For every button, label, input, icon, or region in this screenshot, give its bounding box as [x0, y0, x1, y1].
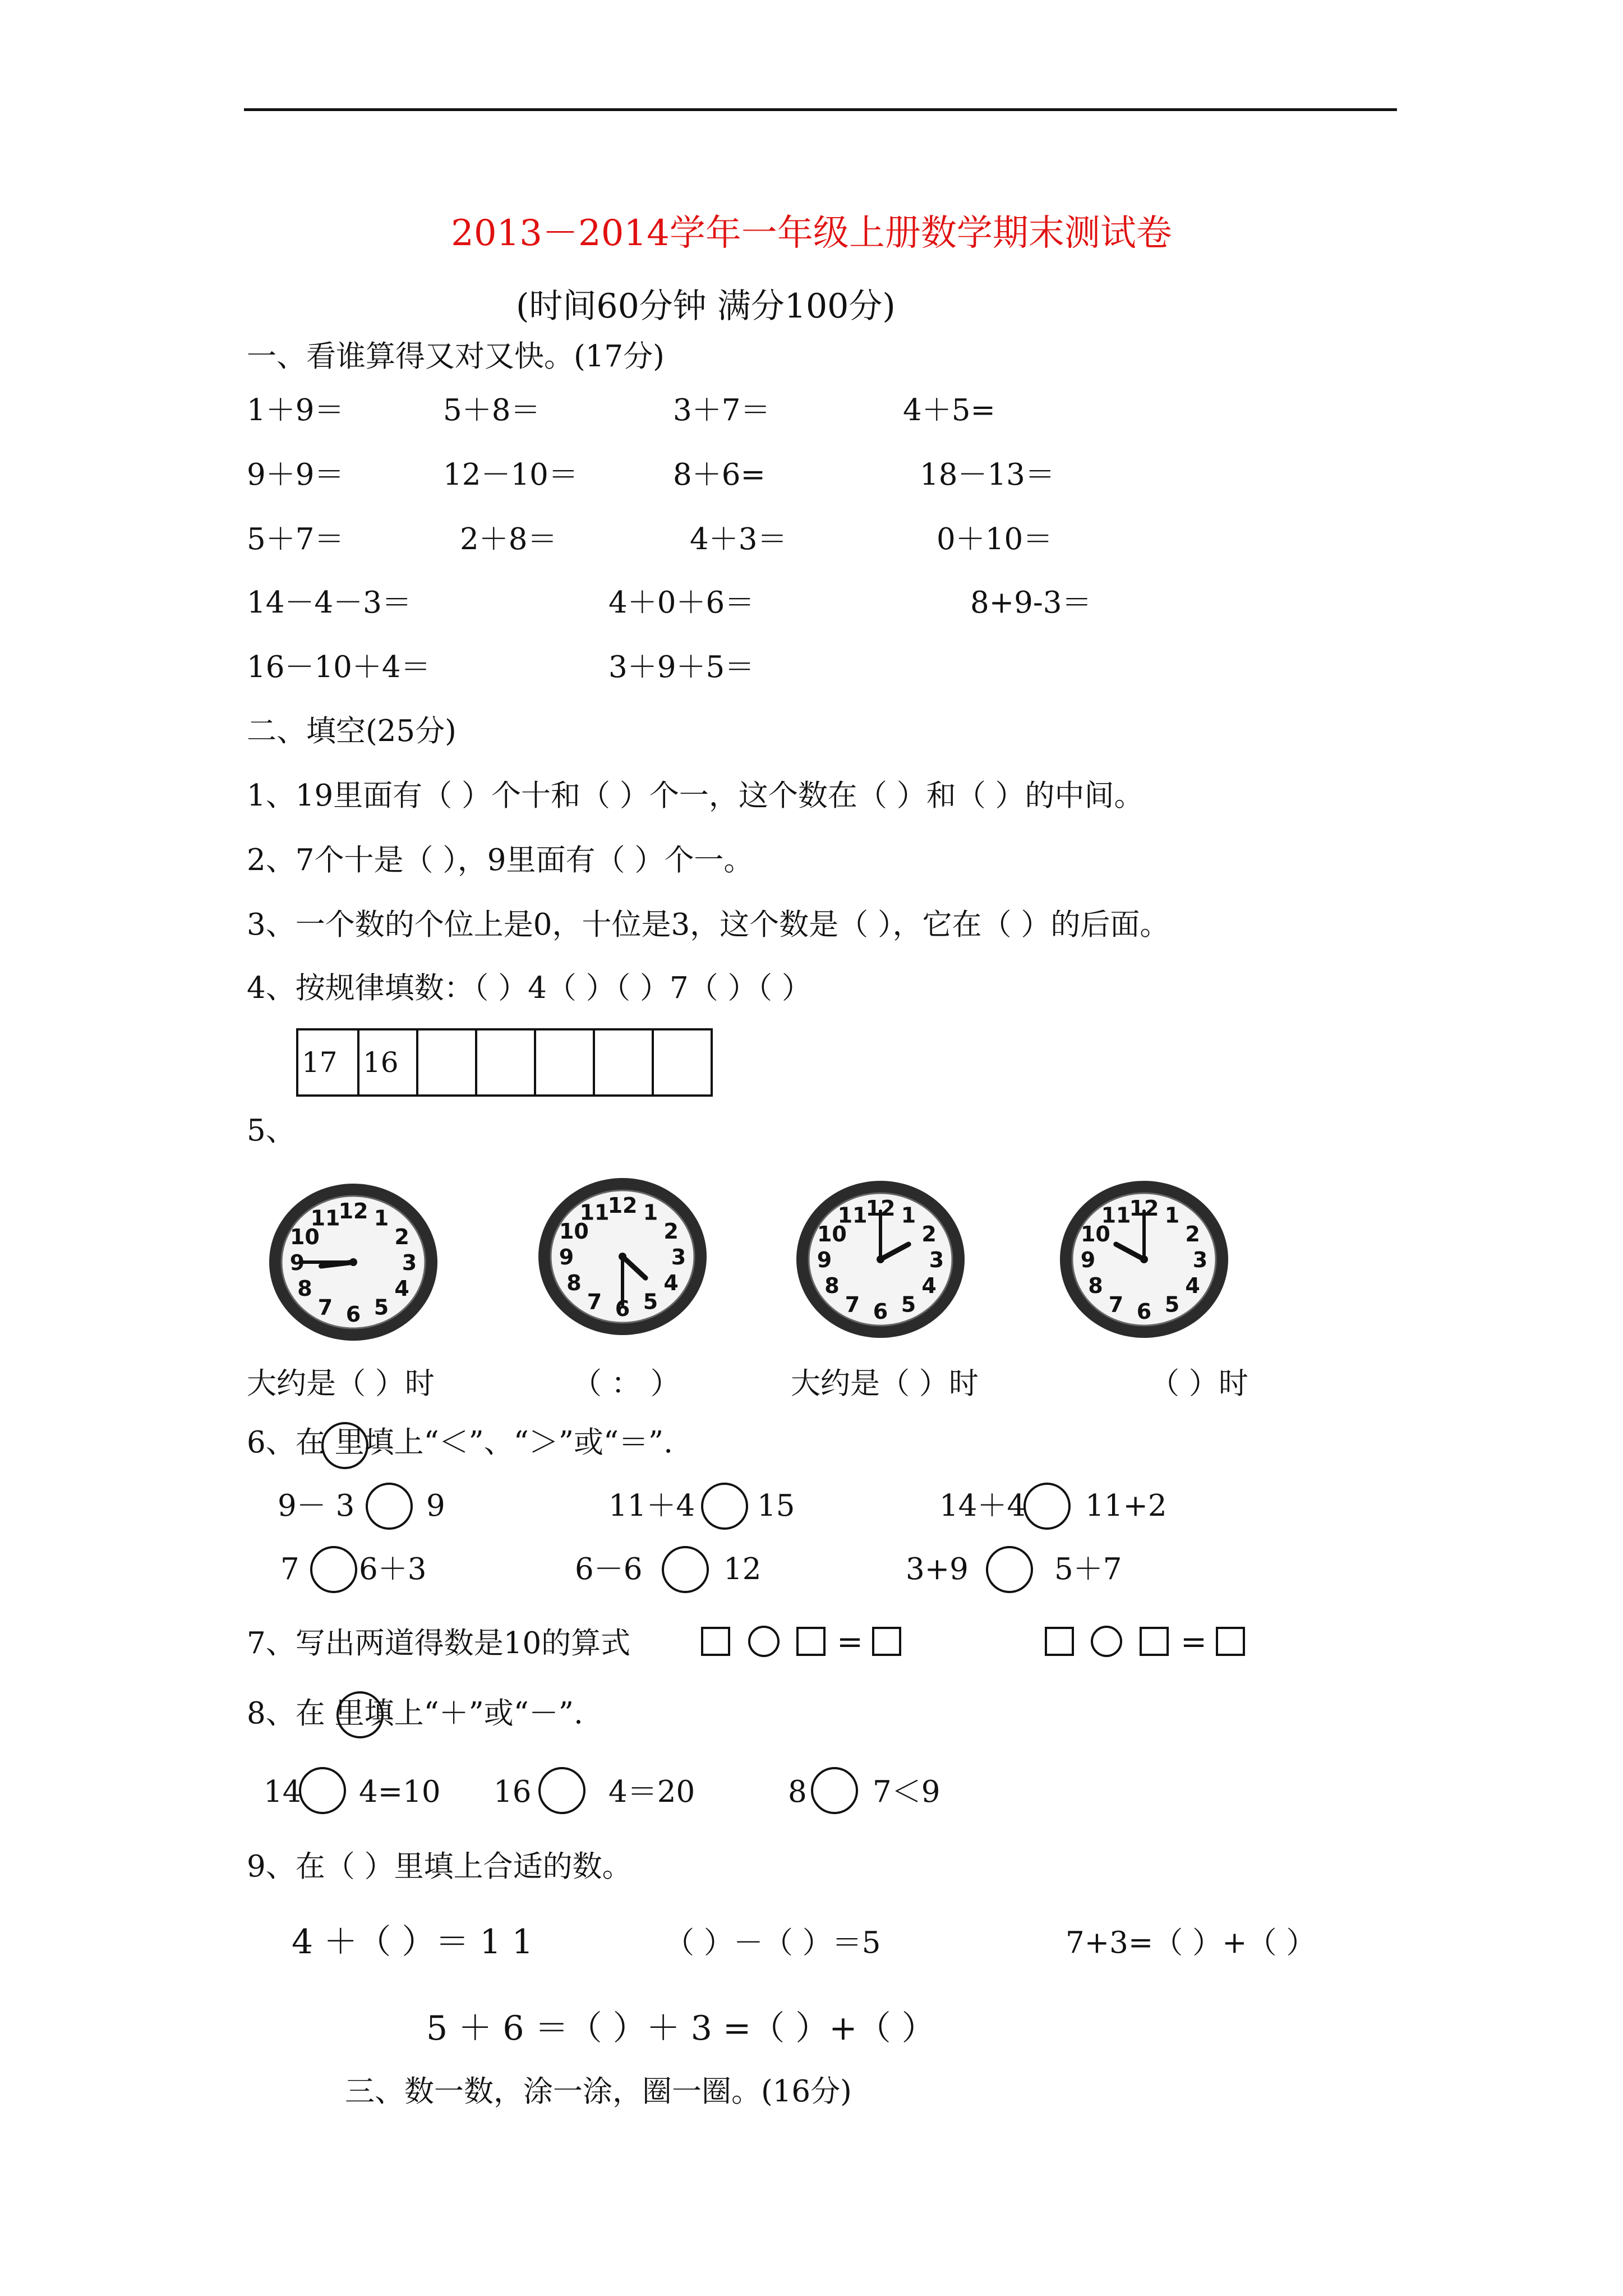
clock-numeral: 12: [607, 1193, 638, 1218]
section1-heading: 一、看谁算得又对又快。(17分): [247, 339, 665, 374]
clock-numeral: 11: [310, 1205, 340, 1231]
clock-numeral: 11: [1101, 1203, 1131, 1228]
answer-square[interactable]: [796, 1627, 826, 1656]
question-9: 9、在（ ）里填上合适的数。: [247, 1849, 632, 1884]
calc-item: 5＋8＝: [443, 393, 541, 427]
question-1: 1、19里面有（ ）个十和（ ）个一，这个数在（ ）和（ ）的中间。: [247, 779, 1144, 813]
calc-item: 14－4－3＝: [247, 586, 412, 620]
clock-numeral: 8: [297, 1276, 312, 1301]
sequence-cell: [534, 1030, 593, 1094]
clock-numeral: 4: [1185, 1273, 1200, 1298]
sign-circle[interactable]: [299, 1767, 346, 1814]
clock-numeral: 1: [901, 1203, 916, 1228]
page-subtitle: (时间60分钟 满分100分): [516, 287, 896, 326]
sign-circle[interactable]: [811, 1767, 858, 1814]
clock-numeral: 5: [643, 1289, 658, 1314]
clock-face: [538, 1178, 707, 1335]
compare-circle[interactable]: [1023, 1483, 1071, 1530]
question-6: 6、在 里填上“＜”、“＞”或“＝”.: [247, 1425, 673, 1460]
sequence-cell: 16: [357, 1030, 416, 1094]
sequence-cell: 17: [302, 1046, 338, 1079]
compare-circle[interactable]: [310, 1546, 357, 1593]
clock-face: [796, 1181, 965, 1338]
clock-numeral: 7: [845, 1292, 860, 1317]
compare-left: 9－ 3: [278, 1489, 355, 1523]
clock-numeral: 10: [817, 1222, 847, 1246]
calc-item: 12－10＝: [443, 458, 578, 492]
compare-left: 14＋4: [939, 1489, 1026, 1523]
clock-face: [1060, 1181, 1228, 1338]
clock-face: [269, 1184, 437, 1341]
sign-right: 4＝20: [608, 1775, 695, 1809]
calc-item: 9＋9＝: [247, 458, 344, 492]
sequence-cell: [593, 1030, 652, 1094]
calc-item: 5＋7＝: [247, 522, 344, 556]
calc-item: 1＋9＝: [247, 393, 344, 427]
clock-numeral: 6: [1136, 1299, 1152, 1324]
clock-numeral: 12: [338, 1199, 368, 1223]
sequence-cell: [652, 1030, 711, 1094]
compare-right: 6＋3: [359, 1552, 427, 1586]
fill-equation: （ ）－（ ）＝5: [665, 1926, 881, 1960]
equals-sign: =: [1181, 1624, 1207, 1660]
clock-center: [349, 1258, 357, 1266]
clock-numeral: 5: [1164, 1292, 1180, 1317]
clock-numeral: 9: [1080, 1248, 1096, 1272]
clock-numeral: 4: [921, 1273, 937, 1298]
clock-numeral: 7: [317, 1295, 333, 1320]
answer-square[interactable]: [1140, 1627, 1169, 1656]
clock-numeral: 9: [289, 1250, 305, 1275]
compare-left: 11＋4: [608, 1489, 695, 1523]
clock-icon: [791, 1175, 970, 1343]
compare-right: 9: [426, 1489, 445, 1523]
calc-item: 2＋8＝: [460, 522, 557, 556]
fill-equation: 5 ＋ 6 ＝（ ）＋ 3 =（ ）+（ ）: [426, 2009, 935, 2048]
clock-numeral: 3: [671, 1245, 686, 1269]
blank-circle-icon: [321, 1422, 368, 1469]
clock-numeral: 8: [824, 1273, 840, 1298]
clock-numeral: 2: [663, 1219, 679, 1244]
compare-right: 5＋7: [1054, 1552, 1122, 1586]
calc-item: 0＋10＝: [937, 522, 1053, 556]
sequence-boxes: [296, 1028, 713, 1097]
clock-answer-label: 大约是（ ）时: [247, 1366, 435, 1401]
calc-item: 8+9-3＝: [970, 586, 1092, 620]
clock-numeral: 12: [865, 1196, 896, 1221]
calc-item: 18－13＝: [920, 458, 1055, 492]
compare-circle[interactable]: [701, 1483, 748, 1530]
clock-numeral: 4: [394, 1276, 409, 1301]
clock-numeral: 10: [1080, 1222, 1110, 1246]
clock-numeral: 5: [374, 1295, 389, 1320]
compare-circle[interactable]: [366, 1483, 413, 1530]
compare-right: 11+2: [1085, 1489, 1167, 1523]
clock-numeral: 12: [1129, 1196, 1159, 1221]
answer-square[interactable]: [1045, 1627, 1074, 1656]
calc-item: 16－10＋4＝: [247, 650, 431, 684]
header-rule: [244, 108, 1397, 111]
sign-circle[interactable]: [538, 1767, 585, 1814]
compare-left: 6－6: [575, 1552, 643, 1586]
equals-sign: =: [837, 1624, 863, 1660]
clock-answer-label: 大约是（ ）时: [791, 1366, 979, 1401]
page-title: 2013－2014学年一年级上册数学期末测试卷: [451, 213, 1172, 254]
clock-numeral: 2: [921, 1222, 937, 1246]
clock-numeral: 7: [587, 1289, 602, 1314]
calc-item: 4＋0＋6＝: [608, 586, 755, 620]
calc-item: 3＋9＋5＝: [608, 650, 755, 684]
clock-numeral: 2: [1185, 1222, 1200, 1246]
sign-right: 7＜9: [873, 1775, 940, 1809]
answer-square[interactable]: [872, 1627, 901, 1656]
clock-numeral: 10: [289, 1225, 320, 1249]
clock-numeral: 6: [345, 1302, 361, 1327]
calc-item: 4＋5=: [903, 393, 995, 427]
question-8: 8、在 里填上“＋”或“－”.: [247, 1696, 583, 1731]
clock-numeral: 1: [1164, 1203, 1180, 1228]
question-3: 3、一个数的个位上是0，十位是3，这个数是（ ），它在（ ）的后面。: [247, 908, 1170, 942]
clock-numeral: 8: [566, 1271, 582, 1295]
clock-numeral: 2: [394, 1225, 409, 1249]
calc-item: 8＋6=: [673, 458, 766, 492]
clock-numeral: 6: [615, 1296, 630, 1321]
clock-answer-label: （ ： ）: [572, 1366, 680, 1401]
answer-circle[interactable]: [748, 1626, 780, 1657]
compare-left: 3+9: [906, 1552, 969, 1586]
clock-numeral: 6: [873, 1299, 888, 1324]
compare-circle[interactable]: [662, 1546, 709, 1593]
sign-left: 8: [788, 1775, 807, 1809]
clock-icon: [1054, 1175, 1234, 1343]
clock-numeral: 5: [901, 1292, 916, 1317]
calc-item: 3＋7＝: [673, 393, 771, 427]
question-5: 5、: [247, 1114, 296, 1148]
sign-left: 14: [264, 1775, 302, 1809]
clock-numeral: 3: [402, 1250, 417, 1275]
sequence-cell: [416, 1030, 475, 1094]
sign-right: 4=10: [359, 1775, 441, 1809]
question-4: 4、按规律填数：（ ）4（ ）（ ）7（ ）（ ）: [247, 971, 811, 1005]
compare-left: 7: [280, 1552, 299, 1586]
question-7: 7、写出两道得数是10的算式: [247, 1626, 631, 1660]
clock-center: [619, 1253, 626, 1260]
clock-answer-label: （ ）时: [1150, 1366, 1248, 1401]
clock-numeral: 9: [559, 1245, 574, 1269]
clock-icon: [264, 1178, 443, 1346]
question-2: 2、7个十是（ ），9里面有（ ）个一。: [247, 843, 754, 877]
clock-numeral: 1: [374, 1205, 389, 1231]
clock-numeral: 4: [663, 1271, 679, 1295]
clock-numeral: 3: [929, 1248, 944, 1272]
section2-heading: 二、填空(25分): [247, 714, 457, 748]
clock-numeral: 3: [1192, 1248, 1208, 1272]
answer-circle[interactable]: [1091, 1626, 1122, 1657]
clock-center: [877, 1255, 884, 1263]
clock-center: [1140, 1255, 1148, 1263]
compare-right: 12: [723, 1552, 762, 1586]
compare-right: 15: [757, 1489, 795, 1523]
sequence-cell: [475, 1030, 534, 1094]
section3-heading: 三、数一数，涂一涂，圈一圈。(16分): [345, 2074, 852, 2109]
clock-numeral: 11: [579, 1200, 610, 1225]
clock-numeral: 7: [1108, 1292, 1124, 1317]
answer-square[interactable]: [1216, 1627, 1245, 1656]
clock-numeral: 9: [817, 1248, 832, 1272]
compare-circle[interactable]: [986, 1546, 1033, 1593]
clock-numeral: 10: [559, 1219, 589, 1244]
fill-equation: 7+3=（ ）+（ ）: [1066, 1926, 1316, 1960]
clock-numeral: 8: [1088, 1273, 1103, 1298]
sign-left: 16: [494, 1775, 532, 1809]
clock-icon: [533, 1172, 712, 1341]
clock-numeral: 1: [643, 1200, 658, 1225]
clock-numeral: 11: [837, 1203, 868, 1228]
answer-square[interactable]: [701, 1627, 730, 1656]
blank-circle-icon: [336, 1691, 384, 1738]
calc-item: 4＋3＝: [690, 522, 787, 556]
fill-equation: 4 ＋（ ）＝ 1 1: [292, 1922, 533, 1962]
